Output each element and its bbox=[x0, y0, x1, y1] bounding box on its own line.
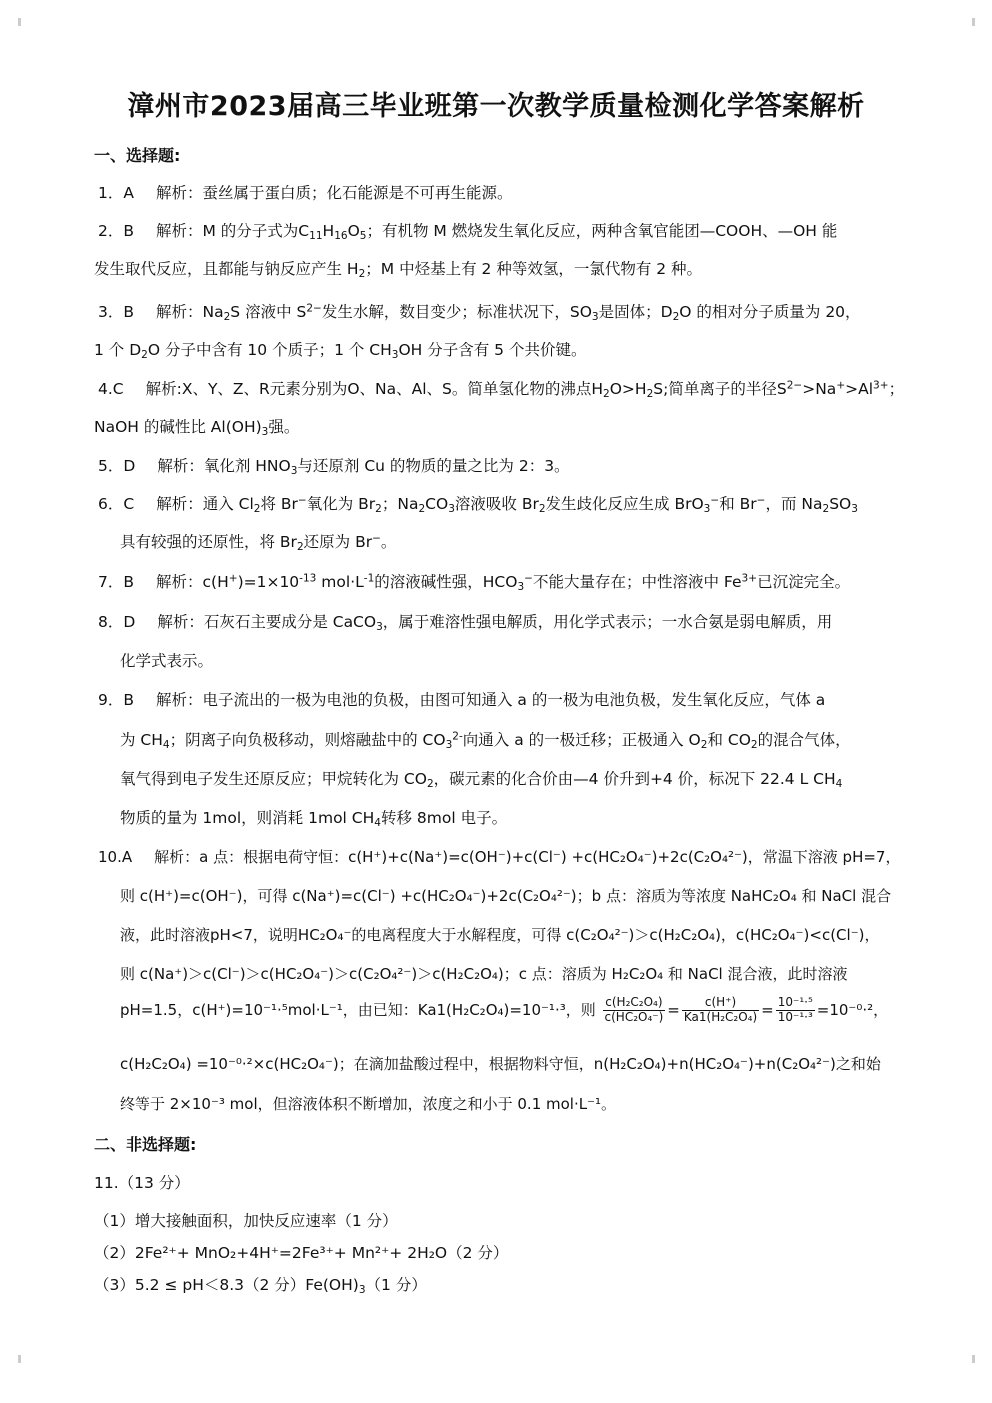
answer-q6 bbox=[94, 492, 904, 514]
answer-q9-text: ，碳元素的化合价由—4 价升到+4 价，标况下 22.4 L CH bbox=[433, 770, 836, 788]
answer-q3 bbox=[94, 300, 904, 322]
answer-q4-text: >Al bbox=[845, 380, 874, 398]
answer-q2-text: ；有机物 M 燃烧发生氧化反应，两种含氧官能团—COOH、—OH 能 bbox=[366, 222, 838, 240]
answer-q9-text: 物质的量为 1mol，则消耗 1mol CH bbox=[120, 809, 375, 827]
answer-q10-num: 10.A bbox=[98, 848, 133, 866]
answer-q9-text: 和 CO bbox=[707, 731, 751, 749]
subscript: 2 bbox=[700, 739, 708, 752]
answer-q8-num: 8．D bbox=[98, 613, 136, 631]
answer-q8-text: 解析：石灰石主要成分是 CaCO bbox=[157, 613, 377, 631]
answer-q10-text: pH=1.5，c(H⁺)=10⁻¹·⁵mol·L⁻¹，由已知：Ka1(H₂C₂O₄)=10⁻¹·³，则 bbox=[120, 1000, 596, 1019]
answer-q3-text: 是固体；D bbox=[598, 303, 673, 321]
fraction-ratio: $\frac{\text{c(H₂C₂O₄)}}{\text{c(HC₂O₄⁻)}}$ bbox=[604, 995, 664, 1024]
subscript: 4 bbox=[162, 739, 170, 752]
answer-q4 bbox=[94, 377, 904, 399]
answer-q6-cont bbox=[120, 530, 905, 552]
scan-mark bbox=[972, 1355, 975, 1363]
scan-mark bbox=[972, 18, 975, 26]
subscript: 2 bbox=[253, 503, 261, 516]
superscript: − bbox=[372, 532, 381, 545]
answer-q4-text: >Na bbox=[802, 380, 837, 398]
superscript: − bbox=[756, 494, 766, 507]
answer-q9-cont1 bbox=[120, 728, 905, 750]
answer-q4-text: 解析:X、Y、Z、R元素分别为O、Na、Al、S。简单氢化物的沸点H bbox=[145, 380, 604, 398]
answer-q6-text: 还原为 Br bbox=[303, 533, 373, 551]
answer-q10-line5: pH=1.5，c(H⁺)=10⁻¹·⁵mol·L⁻¹，由已知：Ka1(H₂C₂O₄)=10⁻¹·³，则 $\frac{\text{c(H₂C₂O₄)}}{\text{c(HC₂O₄⁻)}}$ = $\frac{c(H^+)}{\text{Ka1(H₂C₂O₄)}}$ = $\frac{\text{10⁻¹·⁵}}{\text{10⁻¹·³}}$ =10⁻⁰·²， bbox=[120, 995, 889, 1024]
answer-q4-text: NaOH 的碱性比 Al(OH) bbox=[94, 418, 262, 436]
answer-q4-text: ； bbox=[888, 380, 905, 398]
scan-mark bbox=[18, 18, 21, 26]
answer-q9-cont2 bbox=[120, 767, 905, 789]
answer-q10-line7: 终等于 2×10⁻³ mol，但溶液体积不断增加，浓度之和小于 0.1 mol·L⁻¹。 bbox=[120, 1095, 617, 1113]
answer-q6-text: SO bbox=[829, 495, 852, 513]
subscript: 2 bbox=[223, 311, 231, 324]
answer-q6-text: 。 bbox=[380, 533, 397, 551]
subscript: 2 bbox=[418, 503, 426, 516]
answer-q5-text: 与还原剂 Cu 的物质的量之比为 2：3。 bbox=[297, 457, 570, 475]
answer-q9-text: 的混合气体， bbox=[757, 731, 851, 749]
answer-q6-text: CO bbox=[425, 495, 449, 513]
answer-q7-text: )=1×10 bbox=[237, 573, 300, 591]
subscript: 2 bbox=[750, 739, 758, 752]
superscript: 3+ bbox=[873, 379, 889, 392]
superscript: 3+ bbox=[741, 572, 758, 585]
answer-q7-text: 的溶液碱性强，HCO bbox=[374, 573, 518, 591]
answer-q7 bbox=[94, 570, 904, 592]
superscript: − bbox=[710, 494, 720, 507]
subscript: 3 bbox=[391, 349, 399, 362]
subscript: 2 bbox=[296, 541, 304, 554]
answer-q10 bbox=[94, 846, 904, 867]
page-title: 漳州市2023届高三毕业班第一次教学质量检测化学答案解析 bbox=[127, 91, 865, 122]
answer-q2: 2．B 解析：M 的分子式为$C_{11}H_{16}O_5$；有机物 M 燃烧发生氧化反应，两种含氧官能团—COOH、—OH 能 bbox=[98, 222, 838, 243]
section-choice-heading: 一、选择题: bbox=[94, 146, 181, 165]
answer-q9-cont3 bbox=[120, 806, 905, 828]
answer-q8-text: ，属于难溶性强电解质，用化学式表示；一水合氨是弱电解质，用 bbox=[382, 613, 833, 631]
answer-q9-text: 向通入 a 的一极迁移；正极通入 O bbox=[462, 731, 701, 749]
answer-q3-text: 解析：Na bbox=[156, 303, 224, 321]
subscript: 4 bbox=[374, 817, 381, 830]
subscript: 2 bbox=[358, 268, 366, 281]
answer-q7-text: 不能大量存在；中性溶液中 Fe bbox=[533, 573, 742, 591]
superscript: -13 bbox=[299, 572, 317, 585]
subscript: 3 bbox=[261, 426, 269, 439]
answer-q4-text: S;简单离子的半径S bbox=[653, 380, 787, 398]
subscript: 16 bbox=[334, 230, 348, 243]
section-nonchoice-heading: 二、非选择题: bbox=[94, 1135, 197, 1154]
answer-q1-num: 1．A bbox=[98, 184, 134, 202]
answer-q3-text: O 的相对分子质量为 20， bbox=[679, 303, 861, 321]
answer-q4-num: 4.C bbox=[98, 380, 124, 398]
answer-q10-text: 解析：a 点：根据电荷守恒：c(H⁺)+c(Na⁺)=c(OH⁻)+c(Cl⁻) +c(HC₂O₄⁻)+2c(C₂O₄²⁻)，常温下溶液 pH=7， bbox=[154, 848, 901, 866]
answer-q11-head: 11.（13 分） bbox=[94, 1174, 190, 1192]
subscript: 3 bbox=[290, 465, 298, 478]
subscript: 11 bbox=[309, 230, 323, 243]
answer-q1-text: 解析：蚕丝属于蛋白质；化石能源是不可再生能源。 bbox=[155, 184, 513, 202]
subscript: 3 bbox=[358, 1284, 366, 1297]
subscript: 3 bbox=[851, 503, 858, 516]
answer-q10-line6: c(H₂C₂O₄) =10⁻⁰·²×c(HC₂O₄⁻)；在滴加盐酸过程中，根据物料守恒，n(H₂C₂O₄)+n(HC₂O₄⁻)+n(C₂O₄²⁻)之和始 bbox=[120, 1055, 881, 1073]
answer-q3-text: 1 个 D bbox=[94, 341, 142, 359]
answer-q6-text: 解析：通入 Cl bbox=[156, 495, 254, 513]
subscript: 2 bbox=[822, 503, 830, 516]
answer-q8-cont: 化学式表示。 bbox=[120, 652, 214, 670]
subscript: 2 bbox=[375, 503, 382, 516]
answer-q6-text: 氧化为 Br bbox=[306, 495, 376, 513]
answer-q11-text: （3）5.2 ≤ pH＜8.3（2 分）Fe(OH) bbox=[94, 1276, 359, 1294]
superscript: − bbox=[297, 494, 307, 507]
answer-q11-part1: （1）增大接触面积，加快反应速率（1 分） bbox=[94, 1212, 398, 1230]
answer-q6-text: ，而 Na bbox=[765, 495, 823, 513]
answer-q7-text: 解析：c(H bbox=[156, 573, 229, 591]
subscript: 2 bbox=[538, 503, 546, 516]
answer-q3-text: S 溶液中 S bbox=[230, 303, 307, 321]
subscript: 3 bbox=[591, 311, 599, 324]
subscript: 5 bbox=[359, 230, 367, 243]
answer-q9-text: ；阴离子向负极移动，则熔融盐中的 CO bbox=[169, 731, 446, 749]
answer-q2-text: 发生取代反应，且都能与钠反应产生 H bbox=[94, 260, 359, 278]
subscript: 3 bbox=[376, 621, 383, 634]
answer-q6-text: ；Na bbox=[381, 495, 419, 513]
answer-q11-part3 bbox=[94, 1273, 904, 1295]
subscript: 3 bbox=[703, 503, 711, 516]
answer-q9-text: 转移 8mol 电子。 bbox=[380, 809, 508, 827]
answer-q3-cont bbox=[94, 338, 904, 360]
answer-q6-text: 发生歧化反应生成 BrO bbox=[545, 495, 704, 513]
answer-q2-text: 解析：M 的分子式为C bbox=[156, 222, 310, 240]
answer-q4-text: 强。 bbox=[268, 418, 300, 436]
answer-q8 bbox=[94, 610, 904, 632]
answer-q9 bbox=[94, 688, 904, 710]
answer-q5-text: 解析：氧化剂 HNO bbox=[157, 457, 291, 475]
answer-q2-num: 2．B bbox=[98, 222, 134, 240]
superscript: 2- bbox=[452, 730, 463, 743]
answer-q9-text: 为 CH bbox=[120, 731, 163, 749]
answer-q7-num: 7．B bbox=[98, 573, 134, 591]
answer-q10-text: =10⁻⁰·²， bbox=[816, 1000, 889, 1019]
answer-q6-text: 和 Br bbox=[719, 495, 757, 513]
superscript: -1 bbox=[363, 572, 375, 585]
superscript: 2− bbox=[306, 302, 322, 315]
answer-q6-text: 溶液吸收 Br bbox=[454, 495, 539, 513]
answer-q6-num: 6．C bbox=[98, 495, 135, 513]
answer-q6-text: 具有较强的还原性，将 Br bbox=[120, 533, 297, 551]
superscript: + bbox=[228, 572, 238, 585]
subscript: 2 bbox=[672, 311, 680, 324]
subscript: 2 bbox=[426, 778, 434, 791]
answer-q6-text: 将 Br bbox=[260, 495, 298, 513]
subscript: 3 bbox=[517, 581, 525, 594]
superscript: 2− bbox=[786, 379, 803, 392]
subscript: 2 bbox=[603, 388, 610, 401]
answer-q4-text: O>H bbox=[609, 380, 647, 398]
answer-q9-text: 氧气得到电子发生还原反应；甲烷转化为 CO bbox=[120, 770, 427, 788]
scan-mark bbox=[18, 1355, 21, 1363]
answer-q3-text: OH 分子含有 5 个共价键。 bbox=[398, 341, 587, 359]
answer-q11-part2: （2）2Fe²⁺+ MnO₂+4H⁺=2Fe³⁺+ Mn²⁺+ 2H₂O（2 分） bbox=[94, 1244, 509, 1262]
answer-q10-line3: 液，此时溶液pH<7，说明HC₂O₄⁻的电离程度大于水解程度，可得 c(C₂O₄²⁻)＞c(H₂C₂O₄)，c(HC₂O₄⁻)<c(Cl⁻)， bbox=[120, 926, 880, 944]
answer-q3-num: 3．B bbox=[98, 303, 134, 321]
answer-q10-line4: 则 c(Na⁺)＞c(Cl⁻)＞c(HC₂O₄⁻)＞c(C₂O₄²⁻)＞c(H₂C₂O₄)；c 点：溶质为 H₂C₂O₄ 和 NaCl 混合液，此时溶液 bbox=[120, 965, 848, 983]
answer-q11-text: （1 分） bbox=[365, 1276, 427, 1294]
superscript: + bbox=[836, 379, 846, 392]
answer-q9-num: 9．B bbox=[98, 691, 134, 709]
answer-q9-text: 解析：电子流出的一极为电池的负极，由图可知通入 a 的一极为电池负极，发生氧化反应，气体 a bbox=[156, 691, 826, 709]
subscript: 2 bbox=[646, 388, 654, 401]
answer-q7-text: mol·L bbox=[316, 573, 364, 591]
answer-q3-text: O 分子中含有 10 个质子；1 个 CH bbox=[147, 341, 392, 359]
fraction-powers: $\frac{\text{10⁻¹·⁵}}{\text{10⁻¹·³}}$ bbox=[777, 995, 813, 1024]
subscript: 3 bbox=[448, 503, 455, 516]
answer-q7-text: 已沉淀完全。 bbox=[757, 573, 851, 591]
subscript: 2 bbox=[141, 349, 148, 362]
answer-q4-cont bbox=[94, 415, 904, 437]
answer-q5-num: 5．D bbox=[98, 457, 136, 475]
answer-q2-cont bbox=[94, 257, 904, 279]
superscript: − bbox=[524, 572, 533, 585]
answer-q3-text: 发生水解，数目变少；标准状况下，SO bbox=[321, 303, 592, 321]
answer-q1 bbox=[94, 181, 904, 203]
answer-q5 bbox=[94, 454, 904, 476]
answer-q2-text: ；M 中烃基上有 2 种等效氢，一氯代物有 2 种。 bbox=[365, 260, 703, 278]
fraction-ka: $\frac{c(H^+)}{\text{Ka1(H₂C₂O₄)}}$ bbox=[683, 995, 758, 1024]
subscript: 4 bbox=[835, 778, 843, 791]
subscript: 3 bbox=[445, 739, 453, 752]
answer-q10-line2: 则 c(H⁺)=c(OH⁻)，可得 c(Na⁺)=c(Cl⁻) +c(HC₂O₄⁻)+2c(C₂O₄²⁻)；b 点：溶质为等浓度 NaHC₂O₄ 和 NaCl 混合 bbox=[120, 887, 892, 905]
